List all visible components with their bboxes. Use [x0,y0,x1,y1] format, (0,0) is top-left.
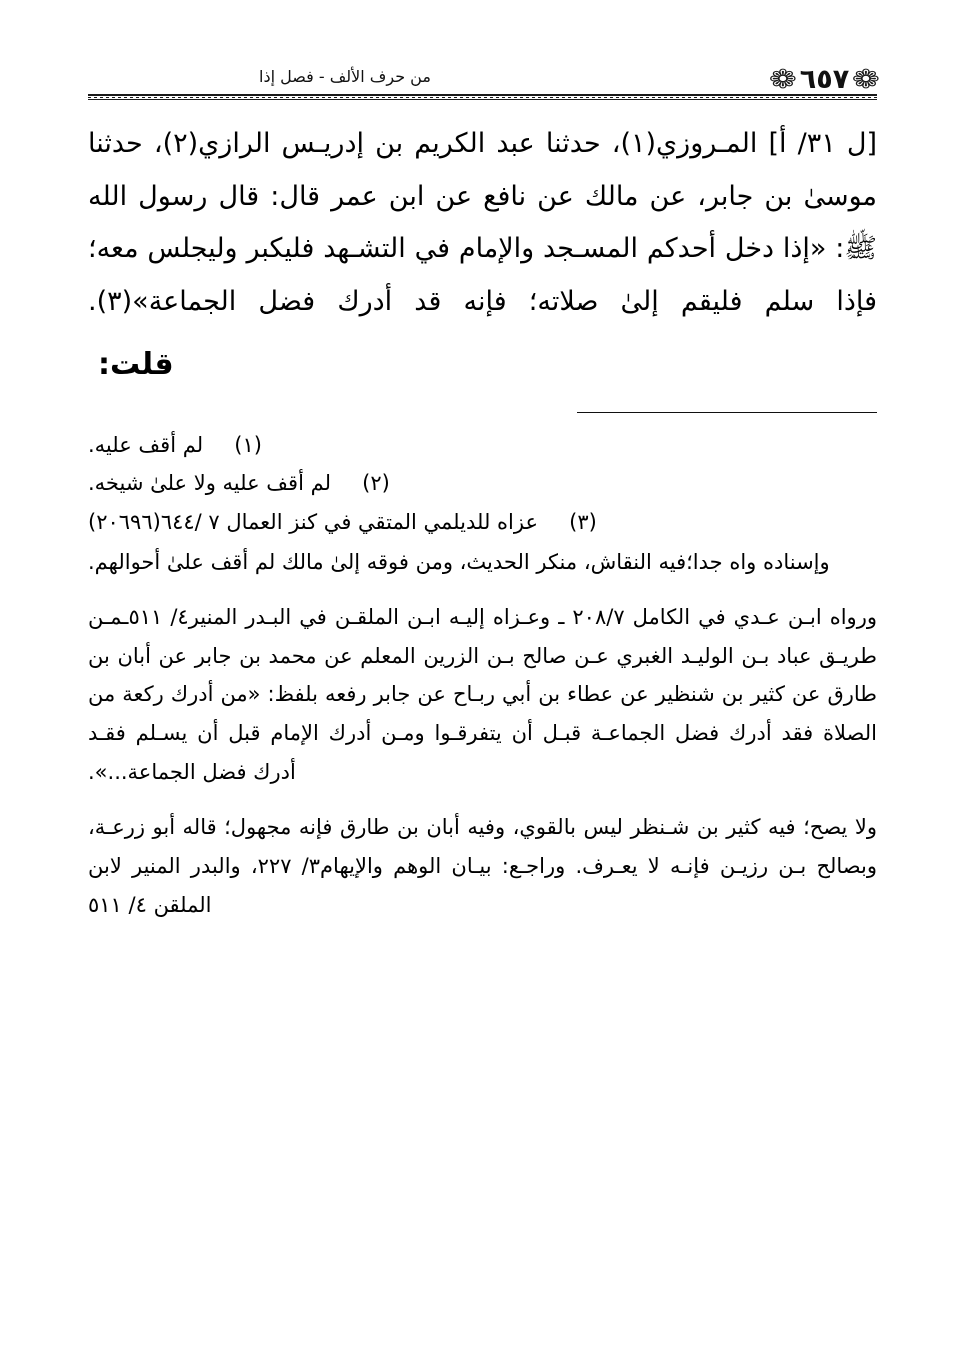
footnote-text: لم أقف عليه ولا علىٰ شيخه. [88,471,331,496]
footnote-number: (١) [234,432,262,457]
header-divider [88,94,877,100]
page-number: ٦٥٧ [799,64,850,95]
qalt-heading: قلت: [98,346,174,382]
footnote-text: عزاه للديلمي المتقي في كنز العمال ٧ /٦٤٤(٢٠٦٩٦) [88,510,538,535]
footnote-text: لم أقف عليه. [88,432,204,457]
footnote-divider [577,412,877,413]
footnote-item [88,465,877,502]
ornament-icon: ❁ [768,64,798,95]
footnote-paragraph: ولا يصح؛ فيه كثير بن شـنظر ليس بالقوي، وفيه أبان بن طارق فإنه مجهول؛ قاله أبو زرعـة، وبصالح بـن رزيـن فإنـه لا يعـرف. وراجـع: بيـان الوهم والإيهام٣/ ٢٢٧، والبدر المنير لابن الملقن ٤/ ٥١١ [88,814,877,917]
ornament-icon: ❁ [851,64,881,95]
footnote-item [88,504,877,541]
page-body [88,118,877,924]
footnote-paragraph: وإسناده واه جدا؛فيه النقاش، منكر الحديث، ومن فوقه إلىٰ مالك لم أقف علىٰ أحوالهم. [88,549,830,574]
footnote-item [88,427,877,464]
footnotes-section [88,427,877,925]
footnote-number: (٢) [362,471,390,496]
page-header [88,58,881,104]
footnote-number: (٣) [569,510,597,535]
running-title: من حرف الألف - فصل إذا [259,67,431,86]
page-number-group [768,64,881,95]
footnote-paragraph: ورواه ابـن عـدي في الكامل ٢٠٨/٧ ـ وعـزاه إليـه ابـن الملقـن في البـدر المنير٤/ ٥١١ـمـن طريـق عباد بـن الوليـد الغبري عـن صالح بـن الزرين المعلم عن محمد بن جابر عن أبان بن طارق عن كثير بن شنظير عن عطاء بن أبي ربـاح عن جابر رفعه بلفظ: «من أدرك ركعة من الصلاة فقد أدرك فضل الجماعـة قبـل أن يتفرقـوا ومـن أدرك الإمام قبل أن يسـلم فقـد أدرك فضل الجماعة...». [88,604,877,785]
main-paragraph: [ل ٣١/ أ] المـروزي(١)، حدثنا عبد الكريم بن إدريـس الرازي(٢)، حدثنا موسىٰ بن جابر، عن مالك عن نافع عن ابن عمر قال: قال رسول الله ﷺ: «إذا دخل أحدكم المسـجد والإمام في التشـهد فليكبر وليجلس معه؛ فإذا سلم فليقم إلىٰ صلاته؛ فإنه قد أدرك فضل الجماعة»(٣). [88,128,878,317]
